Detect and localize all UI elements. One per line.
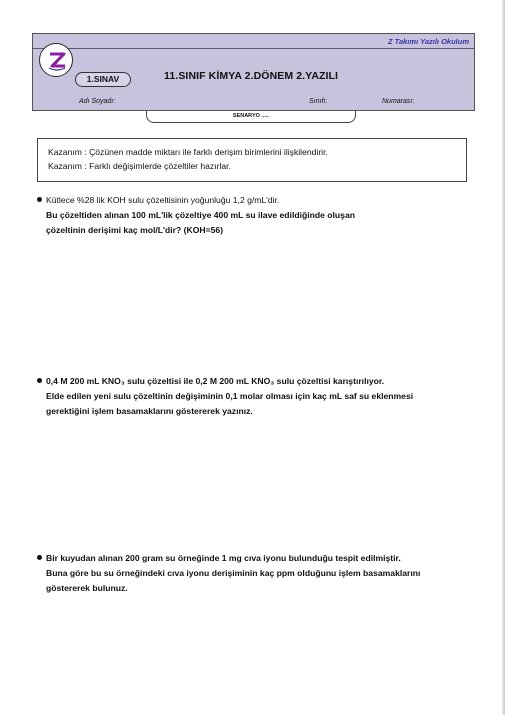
bullet-icon (37, 378, 42, 383)
number-field-label: Numarası: (382, 98, 415, 105)
question-text: Bu çözeltiden alınan 100 mL'lik çözeltiye 400 mL su ilave edildiğinde oluşan (46, 210, 355, 220)
question-text: Bir kuyudan alınan 200 gram su örneğinde 1 mg cıva iyonu bulunduğu tespit edilmiştir. (46, 553, 401, 563)
class-field-label: Sınıfı: (309, 98, 328, 105)
bullet-icon (37, 555, 42, 560)
question-text: gerektiğini işlem basamaklarını göstererek yazınız. (46, 406, 253, 416)
exam-number-badge: 1.SINAV (75, 72, 131, 87)
learning-outcome: Kazanım : Farklı değişimlerde çözeltiler hazırlar. (48, 161, 231, 171)
question-1 (37, 193, 497, 238)
question-text: Elde edilen yeni sulu çözeltinin değişiminin 0,1 molar olması için kaç mL saf su eklenmesi (46, 391, 414, 401)
learning-outcomes-box (37, 138, 467, 182)
bullet-icon (37, 197, 42, 202)
question-text: Kütlece %28 lik KOH sulu çözeltisinin yoğunluğu 1,2 g/mL'dir. (46, 195, 280, 205)
question-text: göstererek bulunuz. (46, 583, 128, 593)
question-3 (37, 551, 497, 596)
question-text: 0,4 M 200 mL KNO₃ sulu çözeltisi ile 0,2 M 200 mL KNO₃ sulu çözeltisi karıştırılıyor. (46, 376, 385, 386)
exam-title: 11.SINIF KİMYA 2.DÖNEM 2.YAZILI (164, 70, 339, 82)
question-2 (37, 374, 497, 419)
question-text: Buna göre bu su örneğindeki cıva iyonu derişiminin kaç ppm olduğunu işlem basamaklarını (46, 568, 421, 578)
z-logo-icon (40, 44, 74, 78)
logo-letter: Z (55, 60, 59, 65)
exam-header (32, 33, 475, 111)
logo (39, 43, 73, 77)
brand-name: Z Takımı Yazılı Okulum (388, 37, 469, 46)
scenario-tab: SENARYO ..... (146, 111, 356, 123)
header-divider (33, 48, 474, 49)
name-field-label: Adı Soyadı: (79, 98, 116, 105)
learning-outcome: Kazanım : Çözünen madde miktarı ile farklı derişim birimlerini ilişkilendirir. (48, 147, 328, 157)
question-text: çözeltinin derişimi kaç mol/L'dir? (KOH=56) (46, 225, 224, 235)
